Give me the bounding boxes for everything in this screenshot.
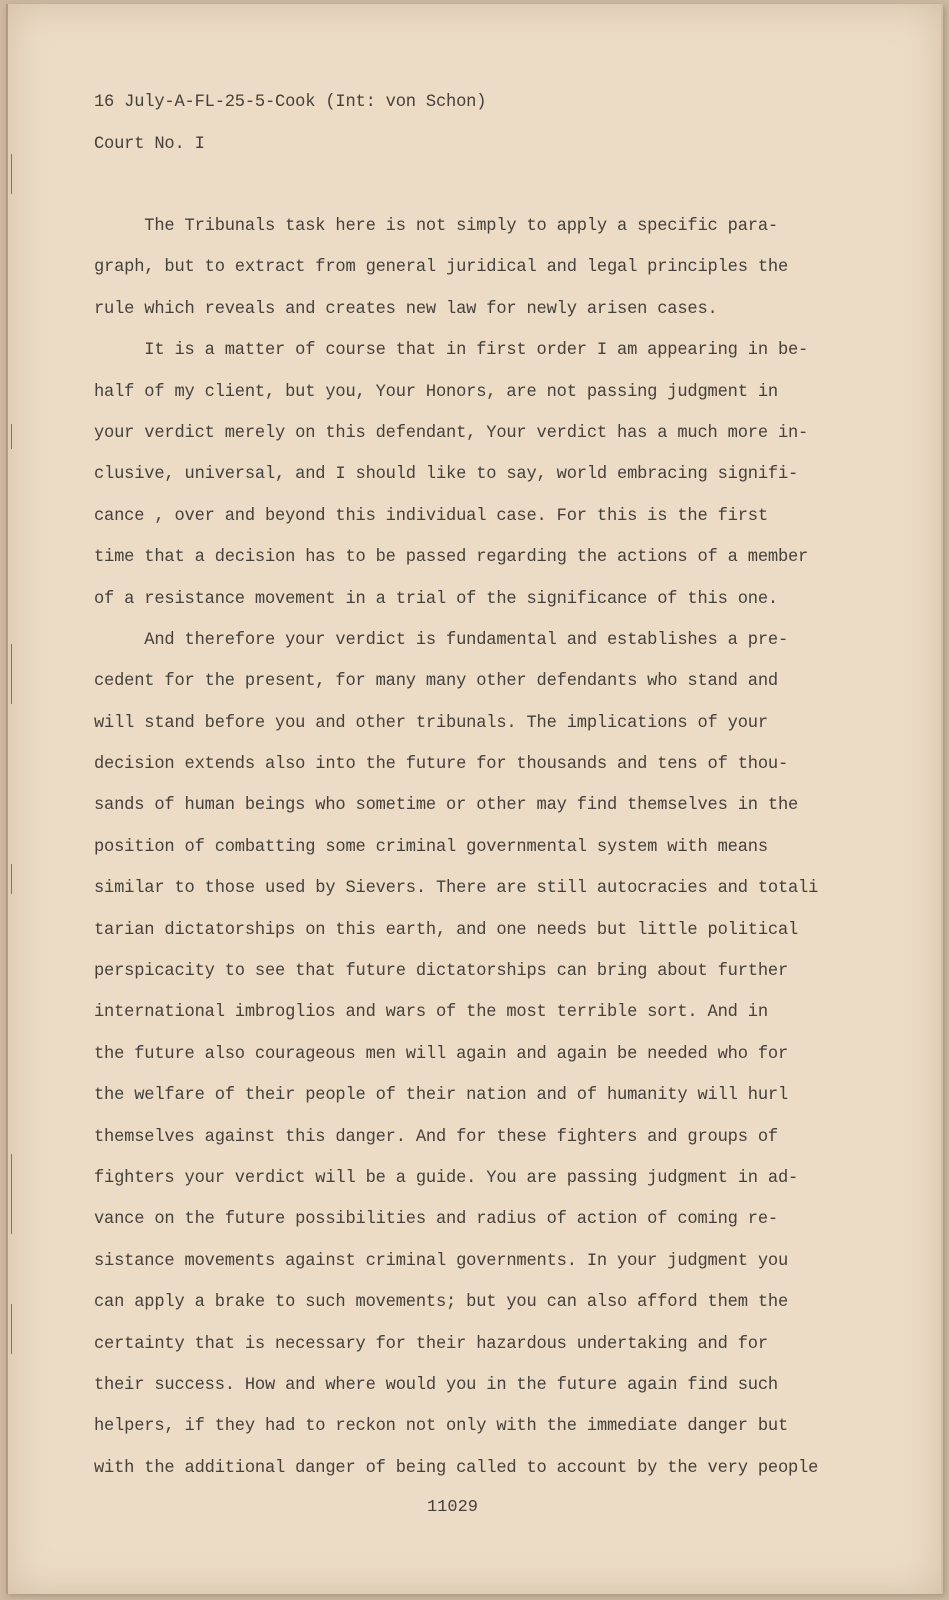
body-text bbox=[94, 216, 934, 1499]
text-line: sistance movements against criminal governments. In your judgment you bbox=[94, 1251, 788, 1271]
text-line: The Tribunals task here is not simply to apply a specific para- bbox=[94, 217, 778, 236]
text-line: perspicacity to see that future dictatorships can bring about further bbox=[94, 962, 788, 982]
document-page bbox=[6, 4, 943, 1594]
text-line: helpers, if they had to reckon not only with the immediate danger but bbox=[94, 1417, 788, 1437]
text-line: your verdict merely on this defendant, Your verdict has a much more in- bbox=[94, 423, 809, 443]
text-line: cance , over and beyond this individual case. For this is the first bbox=[94, 506, 768, 526]
text-line: sands of human beings who sometime or other may find themselves in the bbox=[94, 796, 799, 816]
text-line: certainty that is necessary for their hazardous undertaking and for bbox=[94, 1334, 768, 1354]
text-line: cedent for the present, for many many other defendants who stand and bbox=[94, 672, 778, 692]
header-court: Court No. I bbox=[94, 135, 205, 154]
binding-edge-marks bbox=[8, 4, 22, 1594]
page-number: 11029 bbox=[426, 1498, 478, 1517]
text-line: can apply a brake to such movements; but you can also afford them the bbox=[94, 1293, 788, 1313]
text-line: of a resistance movement in a trial of the significance of this one. bbox=[94, 589, 778, 609]
text-line: decision extends also into the future for thousands and tens of thou- bbox=[94, 755, 788, 775]
text-line: the welfare of their people of their nation and of humanity will hurl bbox=[94, 1086, 788, 1106]
text-line: tarian dictatorships on this earth, and one needs but little political bbox=[94, 920, 799, 940]
text-line: graph, but to extract from general juridical and legal principles the bbox=[94, 258, 788, 278]
text-line: similar to those used by Sievers. There are still autocracies and totali bbox=[94, 879, 819, 899]
text-line: position of combatting some criminal governmental system with means bbox=[94, 837, 768, 857]
text-line: clusive, universal, and I should like to say, world embracing signifi- bbox=[94, 465, 799, 485]
text-line: with the additional danger of being called to account by the very people bbox=[94, 1458, 819, 1478]
text-line: And therefore your verdict is fundamental and establishes a pre- bbox=[94, 630, 788, 650]
text-line: the future also courageous men will again and again be needed who for bbox=[94, 1044, 788, 1064]
text-line: It is a matter of course that in first order I am appearing in be- bbox=[94, 341, 809, 361]
text-line: international imbroglios and wars of the most terrible sort. And in bbox=[94, 1003, 768, 1023]
text-line: their success. How and where would you in the future again find such bbox=[94, 1375, 778, 1395]
text-line: vance on the future possibilities and radius of action of coming re- bbox=[94, 1210, 778, 1230]
text-line: time that a decision has to be passed regarding the actions of a member bbox=[94, 548, 809, 568]
text-line: rule which reveals and creates new law for newly arisen cases. bbox=[94, 299, 718, 319]
text-line: will stand before you and other tribunals. The implications of your bbox=[94, 713, 768, 733]
header-reference: 16 July-A-FL-25-5-Cook (Int: von Schon) bbox=[94, 93, 487, 112]
text-line: half of my client, but you, Your Honors, are not passing judgment in bbox=[94, 382, 778, 402]
text-line: themselves against this danger. And for these fighters and groups of bbox=[94, 1127, 778, 1147]
text-line: fighters your verdict will be a guide. You are passing judgment in ad- bbox=[94, 1168, 799, 1188]
